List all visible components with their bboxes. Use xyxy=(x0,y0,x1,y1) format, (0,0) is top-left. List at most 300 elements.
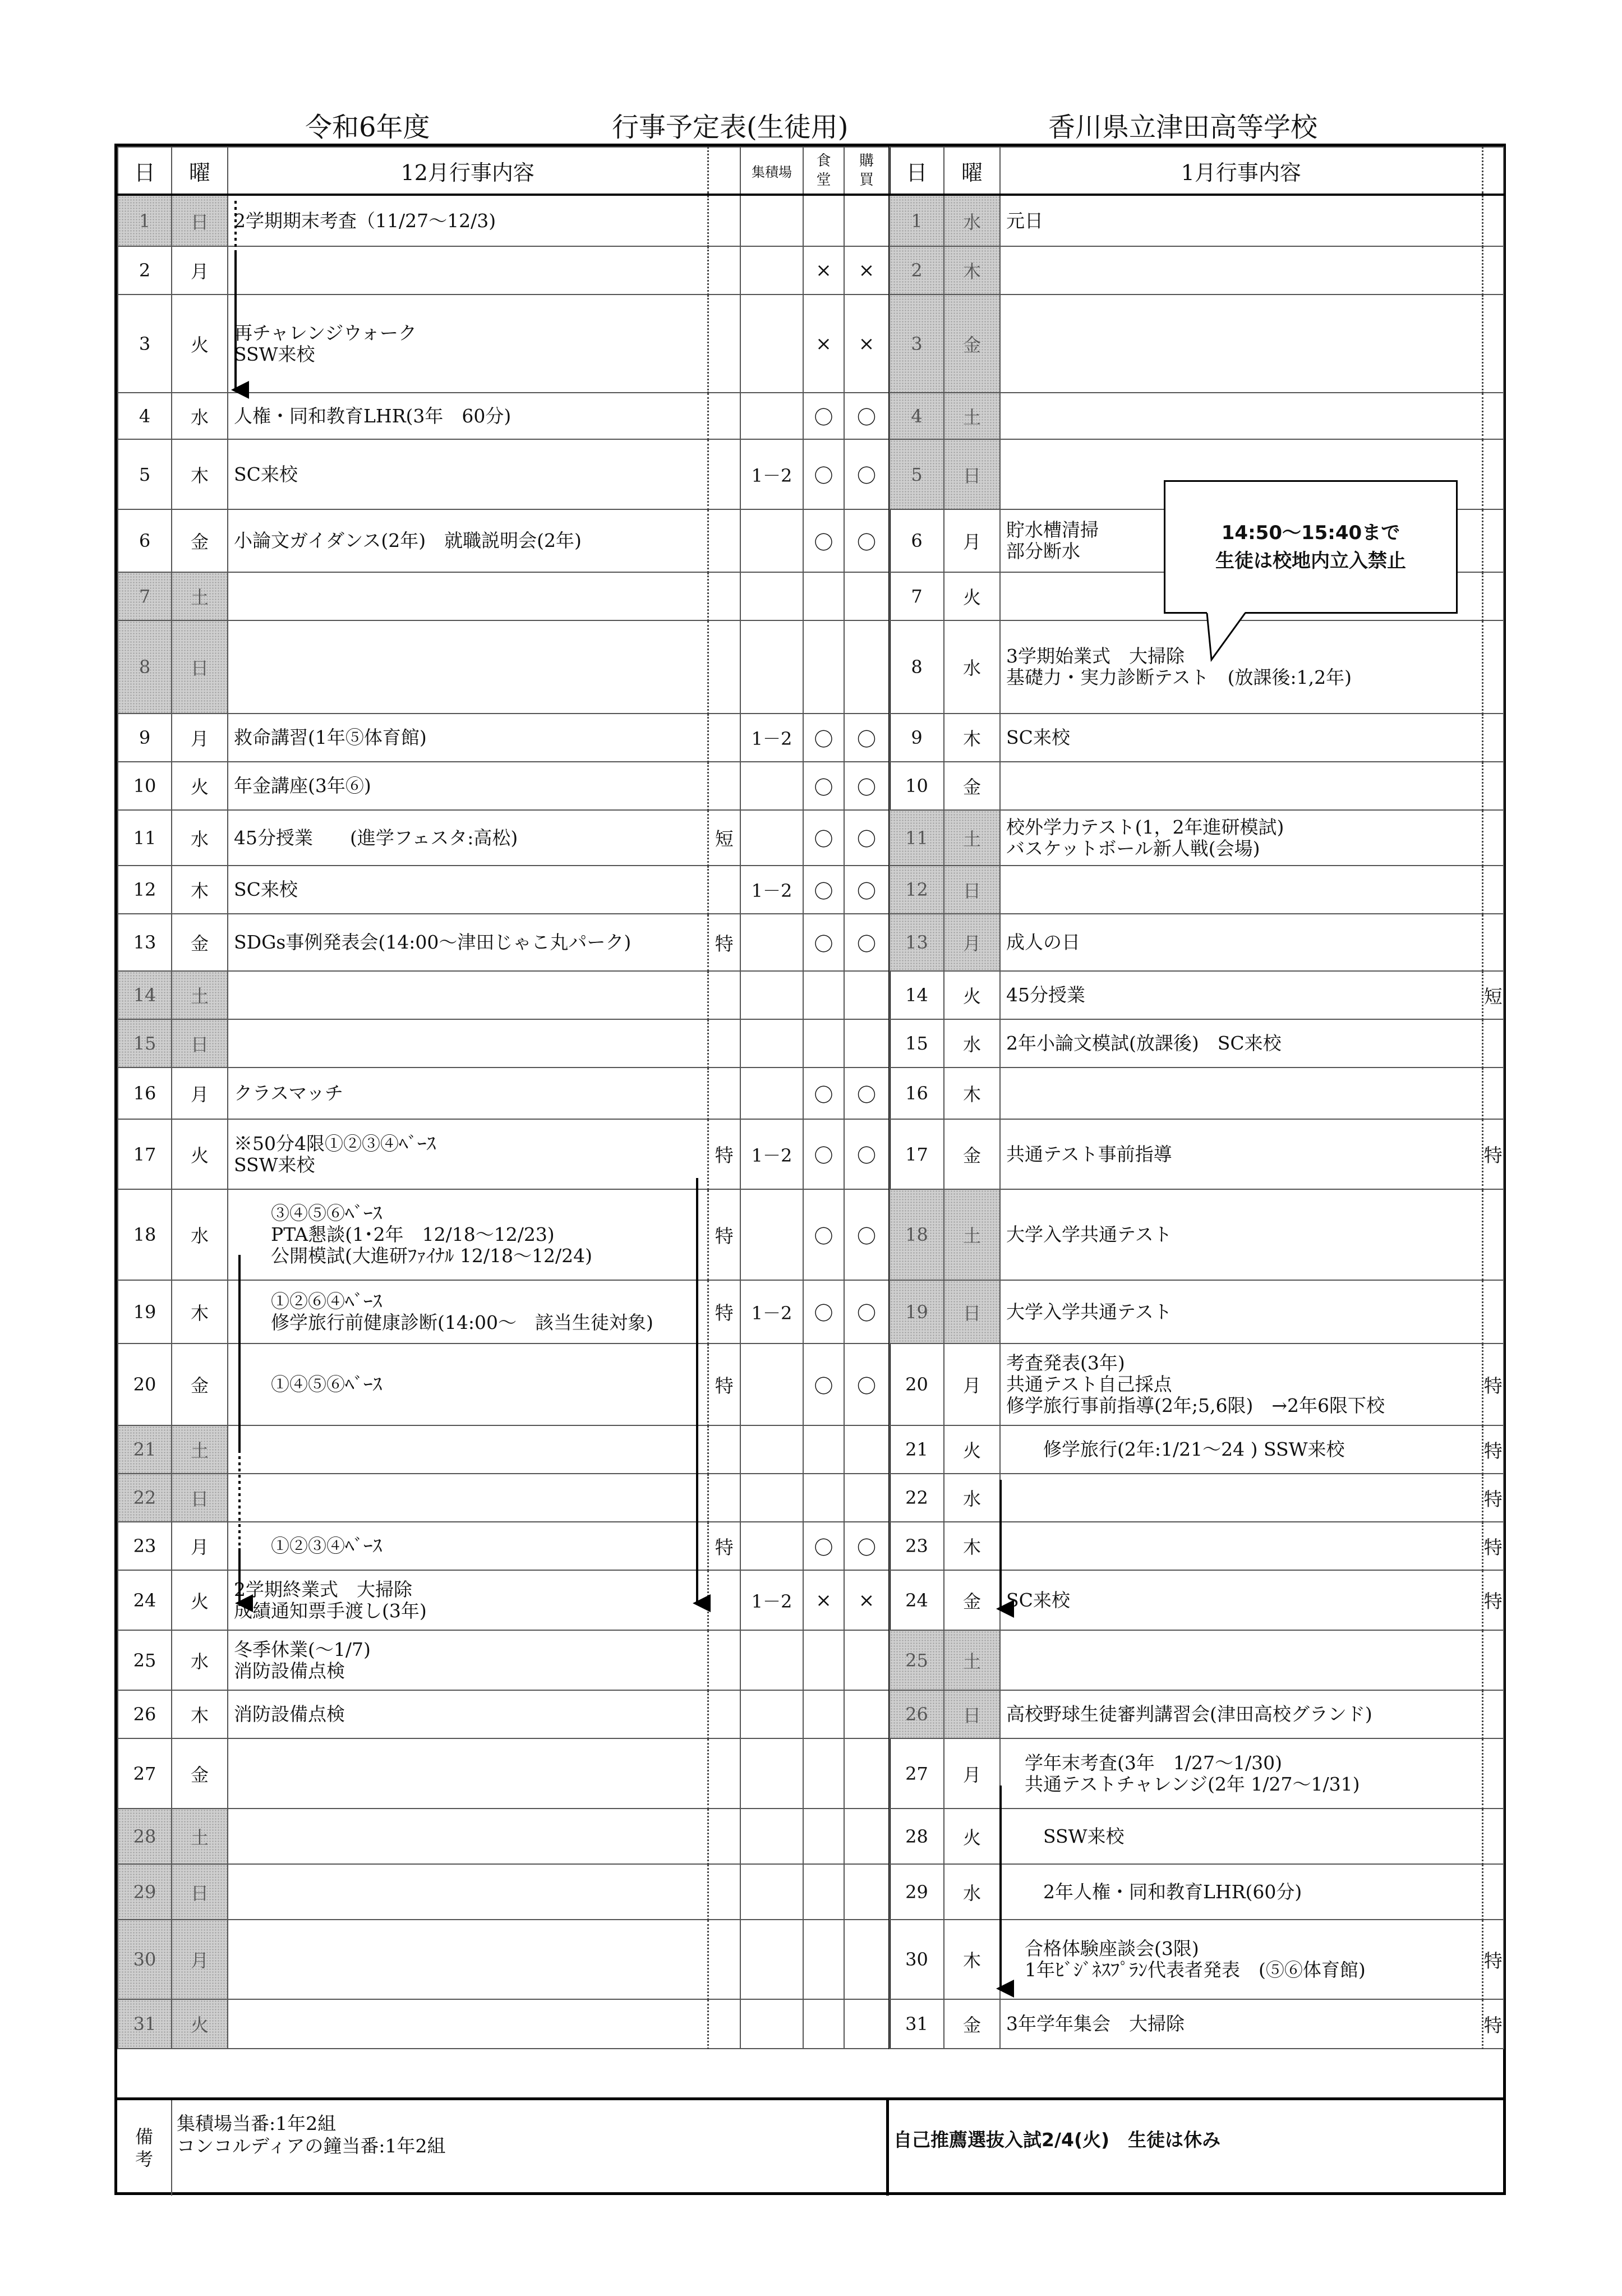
shop-status xyxy=(844,572,890,620)
schedule-tag xyxy=(708,762,740,810)
day-number: 4 xyxy=(890,393,944,439)
weekday: 月 xyxy=(172,1522,228,1570)
remarks-bell-duty: コンコルディアの鐘当番:1年2組 xyxy=(177,2135,446,2157)
schedule-tag xyxy=(708,195,740,246)
shop-status xyxy=(844,1425,890,1474)
event-text: 考査発表(3年) 共通テスト自己採点 修学旅行事前指導(2年;5,6限) →2年6限下校 xyxy=(1000,1343,1482,1425)
event-text: ①②⑥④ﾍﾞｰｽ 修学旅行前健康診断(14:00～ 該当生徒対象) xyxy=(228,1280,708,1343)
event-text: 修学旅行(2年:1/21～24 ) SSW来校 xyxy=(1000,1425,1482,1474)
day-number: 7 xyxy=(890,572,944,620)
day-number: 23 xyxy=(890,1522,944,1570)
collection-slot xyxy=(740,1068,803,1119)
day-number: 12 xyxy=(890,866,944,914)
event-text xyxy=(1000,1522,1482,1570)
weekday: 日 xyxy=(172,195,228,246)
dec-row xyxy=(118,1864,890,1920)
schedule-tag xyxy=(1482,195,1504,246)
schedule-tag xyxy=(708,1999,740,2049)
schedule-tag: 特 xyxy=(708,1280,740,1343)
schedule-tag: 特 xyxy=(1482,1119,1504,1189)
day-number: 11 xyxy=(890,810,944,866)
weekday: 火 xyxy=(172,1570,228,1630)
day-number: 9 xyxy=(890,714,944,762)
collection-slot: 1－2 xyxy=(740,714,803,762)
cafeteria-status: 〇 xyxy=(803,393,844,439)
day-number: 28 xyxy=(890,1809,944,1864)
cafeteria-status: 〇 xyxy=(803,810,844,866)
weekday: 火 xyxy=(944,1809,1000,1864)
dec-row xyxy=(118,1630,890,1690)
schedule-tag xyxy=(708,1068,740,1119)
event-text: SC来校 xyxy=(1000,714,1482,762)
remarks-section xyxy=(117,2097,1503,2196)
event-text: 3年学年集会 大掃除 xyxy=(1000,1999,1482,2049)
event-text xyxy=(228,1474,708,1522)
schedule-tag xyxy=(1482,1630,1504,1690)
event-text xyxy=(1000,866,1482,914)
weekday: 水 xyxy=(944,1864,1000,1920)
day-number: 30 xyxy=(118,1920,172,1999)
jan-row xyxy=(890,1738,1504,1809)
shop-status xyxy=(844,1864,890,1920)
jan-row xyxy=(890,714,1504,762)
event-text: クラスマッチ xyxy=(228,1068,708,1119)
day-number: 20 xyxy=(890,1343,944,1425)
schedule-tag xyxy=(708,509,740,572)
event-text xyxy=(228,572,708,620)
weekday: 月 xyxy=(944,1738,1000,1809)
callout-message: 生徒は校地内立入禁止 xyxy=(1215,550,1406,572)
event-text: ①②③④ﾍﾞｰｽ xyxy=(228,1522,708,1570)
schedule-tag xyxy=(1482,1189,1504,1280)
schedule-tag: 特 xyxy=(708,1119,740,1189)
event-text: 人権・同和教育LHR(3年 60分) xyxy=(228,393,708,439)
weekday: 月 xyxy=(172,714,228,762)
day-number: 1 xyxy=(118,195,172,246)
weekday: 火 xyxy=(172,762,228,810)
schedule-tag xyxy=(708,714,740,762)
dec-row xyxy=(118,620,890,714)
day-number: 18 xyxy=(118,1189,172,1280)
cafeteria-status xyxy=(803,1690,844,1738)
dec-row xyxy=(118,1999,890,2049)
schedule-table xyxy=(114,144,1506,2195)
shop-status: 〇 xyxy=(844,393,890,439)
weekday: 火 xyxy=(172,295,228,393)
collection-slot xyxy=(740,509,803,572)
collection-slot xyxy=(740,1864,803,1920)
day-number: 8 xyxy=(890,620,944,714)
schedule-tag xyxy=(1482,810,1504,866)
day-number: 9 xyxy=(118,714,172,762)
weekday: 金 xyxy=(944,762,1000,810)
schedule-tag xyxy=(708,393,740,439)
weekday: 月 xyxy=(172,1920,228,1999)
shop-status: 〇 xyxy=(844,1343,890,1425)
event-text: SDGs事例発表会(14:00～津田じゃこ丸パーク) xyxy=(228,914,708,971)
dec-row xyxy=(118,1425,890,1474)
event-text: ③④⑤⑥ﾍﾞｰｽ PTA懇談(1･2年 12/18～12/23) 公開模試(大進研ﾌｧｲﾅﾙ 12/18～12/24) xyxy=(228,1189,708,1280)
jan-row xyxy=(890,1864,1504,1920)
event-text: SC来校 xyxy=(228,866,708,914)
day-number: 17 xyxy=(890,1119,944,1189)
jan-row xyxy=(890,810,1504,866)
day-number: 25 xyxy=(118,1630,172,1690)
schedule-tag xyxy=(708,866,740,914)
jan-row xyxy=(890,914,1504,971)
jan-row xyxy=(890,1522,1504,1570)
day-number: 22 xyxy=(118,1474,172,1522)
dec-row xyxy=(118,810,890,866)
shop-status xyxy=(844,1920,890,1999)
header-tag xyxy=(708,147,740,195)
weekday: 土 xyxy=(944,1630,1000,1690)
shop-status xyxy=(844,195,890,246)
event-text xyxy=(228,1864,708,1920)
cafeteria-status: 〇 xyxy=(803,714,844,762)
schedule-tag xyxy=(708,246,740,295)
schedule-tag xyxy=(708,1474,740,1522)
header-collection: 集積場 xyxy=(740,147,803,195)
dec-row xyxy=(118,914,890,971)
collection-slot xyxy=(740,1522,803,1570)
weekday: 土 xyxy=(172,1809,228,1864)
no-entry-callout xyxy=(1164,480,1458,614)
remarks-collection-duty: 集積場当番:1年2組 xyxy=(177,2113,337,2134)
jan-row xyxy=(890,1570,1504,1630)
jan-row xyxy=(890,1809,1504,1864)
jan-row xyxy=(890,195,1504,246)
schedule-tag xyxy=(1482,714,1504,762)
cafeteria-status: × xyxy=(803,1570,844,1630)
event-text: 元日 xyxy=(1000,195,1482,246)
schedule-tag xyxy=(1482,439,1504,509)
event-text xyxy=(1000,1474,1482,1522)
cafeteria-status: × xyxy=(803,246,844,295)
weekday: 月 xyxy=(172,1068,228,1119)
cafeteria-status xyxy=(803,572,844,620)
cafeteria-status xyxy=(803,1019,844,1068)
schedule-tag xyxy=(708,572,740,620)
collection-slot xyxy=(740,1690,803,1738)
dec-row xyxy=(118,1019,890,1068)
shop-status xyxy=(844,971,890,1019)
cafeteria-status xyxy=(803,1630,844,1690)
day-number: 31 xyxy=(118,1999,172,2049)
shop-status: 〇 xyxy=(844,914,890,971)
weekday: 日 xyxy=(172,1864,228,1920)
collection-slot xyxy=(740,1189,803,1280)
event-text: 45分授業 xyxy=(1000,971,1482,1019)
collection-slot xyxy=(740,971,803,1019)
collection-slot xyxy=(740,1019,803,1068)
collection-slot xyxy=(740,1474,803,1522)
school-name: 香川県立津田高等学校 xyxy=(1048,112,1318,143)
dec-row xyxy=(118,1068,890,1119)
schedule-tag xyxy=(1482,866,1504,914)
collection-slot xyxy=(740,246,803,295)
schedule-tag xyxy=(708,439,740,509)
schedule-tag xyxy=(1482,1690,1504,1738)
header-shop: 購 買 xyxy=(844,147,890,195)
shop-status: 〇 xyxy=(844,1522,890,1570)
weekday: 日 xyxy=(944,866,1000,914)
collection-slot xyxy=(740,1809,803,1864)
event-text xyxy=(1000,762,1482,810)
weekday: 水 xyxy=(944,1019,1000,1068)
dec-row xyxy=(118,1280,890,1343)
schedule-tag xyxy=(708,1570,740,1630)
weekday: 木 xyxy=(944,1920,1000,1999)
weekday: 木 xyxy=(172,439,228,509)
event-text: 共通テスト事前指導 xyxy=(1000,1119,1482,1189)
shop-status xyxy=(844,1630,890,1690)
event-text xyxy=(228,1809,708,1864)
event-text xyxy=(1000,1068,1482,1119)
header-cafeteria: 食 堂 xyxy=(803,147,844,195)
jan-row xyxy=(890,1119,1504,1189)
shop-status: 〇 xyxy=(844,1280,890,1343)
header-day: 日 xyxy=(118,147,172,195)
shop-status xyxy=(844,1809,890,1864)
collection-slot: 1－2 xyxy=(740,1570,803,1630)
jan-row xyxy=(890,762,1504,810)
header-weekday: 曜 xyxy=(172,147,228,195)
event-text: 冬季休業(～1/7) 消防設備点検 xyxy=(228,1630,708,1690)
event-text xyxy=(228,1738,708,1809)
shop-status: × xyxy=(844,1570,890,1630)
event-text: 救命講習(1年⑤体育館) xyxy=(228,714,708,762)
event-text xyxy=(228,1920,708,1999)
day-number: 21 xyxy=(890,1425,944,1474)
remarks-january: 自己推薦選抜入試2/4(火) 生徒は休み xyxy=(893,2129,1221,2151)
weekday: 木 xyxy=(944,246,1000,295)
jan-row xyxy=(890,1189,1504,1280)
event-text xyxy=(228,1425,708,1474)
event-text xyxy=(1000,1630,1482,1690)
weekday: 金 xyxy=(944,1570,1000,1630)
schedule-tag: 短 xyxy=(708,810,740,866)
schedule-tag xyxy=(708,1864,740,1920)
day-number: 19 xyxy=(118,1280,172,1343)
event-text: ※50分4限①②③④ﾍﾞｰｽ SSW来校 xyxy=(228,1119,708,1189)
collection-slot xyxy=(740,914,803,971)
day-number: 17 xyxy=(118,1119,172,1189)
shop-status: 〇 xyxy=(844,509,890,572)
event-text xyxy=(228,1019,708,1068)
schedule-tag: 特 xyxy=(1482,1425,1504,1474)
collection-slot: 1－2 xyxy=(740,866,803,914)
day-number: 24 xyxy=(118,1570,172,1630)
weekday: 金 xyxy=(944,1999,1000,2049)
jan-row xyxy=(890,393,1504,439)
weekday: 金 xyxy=(172,1343,228,1425)
day-number: 20 xyxy=(118,1343,172,1425)
weekday: 木 xyxy=(944,1068,1000,1119)
event-text: 45分授業 (進学フェスタ:高松) xyxy=(228,810,708,866)
event-text: 再チャレンジウォーク SSW来校 xyxy=(228,295,708,393)
jan-row xyxy=(890,1690,1504,1738)
day-number: 12 xyxy=(118,866,172,914)
dec-row xyxy=(118,971,890,1019)
dec-row xyxy=(118,1522,890,1570)
weekday: 金 xyxy=(172,509,228,572)
jan-row xyxy=(890,866,1504,914)
day-number: 7 xyxy=(118,572,172,620)
jan-row xyxy=(890,1280,1504,1343)
event-text: SSW来校 xyxy=(1000,1809,1482,1864)
dec-row xyxy=(118,1474,890,1522)
shop-status xyxy=(844,620,890,714)
weekday: 土 xyxy=(944,810,1000,866)
schedule-tag xyxy=(1482,1864,1504,1920)
weekday: 日 xyxy=(944,1280,1000,1343)
collection-slot: 1－2 xyxy=(740,1119,803,1189)
day-number: 2 xyxy=(118,246,172,295)
jan-row xyxy=(890,1474,1504,1522)
day-number: 13 xyxy=(890,914,944,971)
weekday: 火 xyxy=(944,572,1000,620)
dec-row xyxy=(118,1738,890,1809)
cafeteria-status: 〇 xyxy=(803,1522,844,1570)
day-number: 21 xyxy=(118,1425,172,1474)
jan-row xyxy=(890,1920,1504,1999)
shop-status: × xyxy=(844,295,890,393)
event-text: 年金講座(3年⑥) xyxy=(228,762,708,810)
event-text xyxy=(1000,246,1482,295)
cafeteria-status: 〇 xyxy=(803,439,844,509)
schedule-tag xyxy=(1482,1280,1504,1343)
event-text xyxy=(1000,295,1482,393)
cafeteria-status: 〇 xyxy=(803,1343,844,1425)
header-weekday: 曜 xyxy=(944,147,1000,195)
schedule-tag xyxy=(1482,572,1504,620)
dec-row xyxy=(118,246,890,295)
day-number: 27 xyxy=(890,1738,944,1809)
cafeteria-status: × xyxy=(803,295,844,393)
event-text xyxy=(228,971,708,1019)
event-text: 小論文ガイダンス(2年) 就職説明会(2年) xyxy=(228,509,708,572)
shop-status xyxy=(844,1690,890,1738)
header-jan-events: 1月行事内容 xyxy=(1000,147,1482,195)
event-text: 2学期終業式 大掃除 成績通知票手渡し(3年) xyxy=(228,1570,708,1630)
collection-slot xyxy=(740,762,803,810)
day-number: 13 xyxy=(118,914,172,971)
weekday: 水 xyxy=(944,195,1000,246)
weekday: 木 xyxy=(944,1522,1000,1570)
day-number: 11 xyxy=(118,810,172,866)
event-text xyxy=(1000,393,1482,439)
weekday: 土 xyxy=(944,393,1000,439)
schedule-tag xyxy=(1482,295,1504,393)
collection-slot xyxy=(740,1425,803,1474)
weekday: 月 xyxy=(944,914,1000,971)
day-number: 29 xyxy=(890,1864,944,1920)
jan-row xyxy=(890,246,1504,295)
shop-status: 〇 xyxy=(844,810,890,866)
jan-row xyxy=(890,971,1504,1019)
schedule-tag xyxy=(1482,246,1504,295)
weekday: 土 xyxy=(944,1189,1000,1280)
schedule-tag xyxy=(708,620,740,714)
shop-status: 〇 xyxy=(844,762,890,810)
cafeteria-status: 〇 xyxy=(803,762,844,810)
cafeteria-status xyxy=(803,1474,844,1522)
cafeteria-status: 〇 xyxy=(803,1119,844,1189)
day-number: 22 xyxy=(890,1474,944,1522)
jan-row xyxy=(890,1068,1504,1119)
schedule-tag: 特 xyxy=(708,1189,740,1280)
collection-slot xyxy=(740,195,803,246)
schedule-tag: 特 xyxy=(1482,1343,1504,1425)
dec-row xyxy=(118,1570,890,1630)
dec-row xyxy=(118,1119,890,1189)
schedule-tag xyxy=(708,1019,740,1068)
weekday: 火 xyxy=(172,1119,228,1189)
header-day: 日 xyxy=(890,147,944,195)
header-tag xyxy=(1482,147,1504,195)
weekday: 水 xyxy=(172,1189,228,1280)
dec-row xyxy=(118,509,890,572)
collection-slot xyxy=(740,572,803,620)
schedule-tag: 特 xyxy=(708,914,740,971)
day-number: 4 xyxy=(118,393,172,439)
schedule-tag xyxy=(1482,1809,1504,1864)
day-number: 8 xyxy=(118,620,172,714)
dec-row xyxy=(118,1809,890,1864)
shop-status: 〇 xyxy=(844,439,890,509)
dec-row xyxy=(118,1690,890,1738)
day-number: 26 xyxy=(890,1690,944,1738)
dec-row xyxy=(118,195,890,246)
remarks-divider xyxy=(886,2100,889,2196)
remarks-label xyxy=(117,2100,172,2196)
weekday: 日 xyxy=(944,1690,1000,1738)
weekday: 月 xyxy=(944,509,1000,572)
schedule-tag: 特 xyxy=(1482,1522,1504,1570)
collection-slot xyxy=(740,1999,803,2049)
page-title: 行事予定表(生徒用) xyxy=(612,112,849,143)
schedule-tag xyxy=(1482,762,1504,810)
jan-row xyxy=(890,620,1504,714)
jan-row xyxy=(890,1019,1504,1068)
dec-row xyxy=(118,393,890,439)
shop-status: 〇 xyxy=(844,1068,890,1119)
cafeteria-status xyxy=(803,1425,844,1474)
collection-slot xyxy=(740,295,803,393)
schedule-tag xyxy=(708,971,740,1019)
jan-row xyxy=(890,1999,1504,2049)
callout-time: 14:50～15:40まで xyxy=(1221,522,1400,544)
day-number: 18 xyxy=(890,1189,944,1280)
day-number: 16 xyxy=(118,1068,172,1119)
weekday: 日 xyxy=(172,1474,228,1522)
day-number: 6 xyxy=(890,509,944,572)
cafeteria-status xyxy=(803,620,844,714)
shop-status xyxy=(844,1999,890,2049)
cafeteria-status xyxy=(803,1809,844,1864)
event-text xyxy=(228,246,708,295)
cafeteria-status: 〇 xyxy=(803,866,844,914)
collection-slot xyxy=(740,810,803,866)
schedule-tag xyxy=(708,1630,740,1690)
event-text: 学年末考査(3年 1/27～1/30) 共通テストチャレンジ(2年 1/27～1/31) xyxy=(1000,1738,1482,1809)
weekday: 木 xyxy=(944,714,1000,762)
day-number: 15 xyxy=(890,1019,944,1068)
day-number: 10 xyxy=(890,762,944,810)
shop-status xyxy=(844,1474,890,1522)
weekday: 金 xyxy=(172,914,228,971)
